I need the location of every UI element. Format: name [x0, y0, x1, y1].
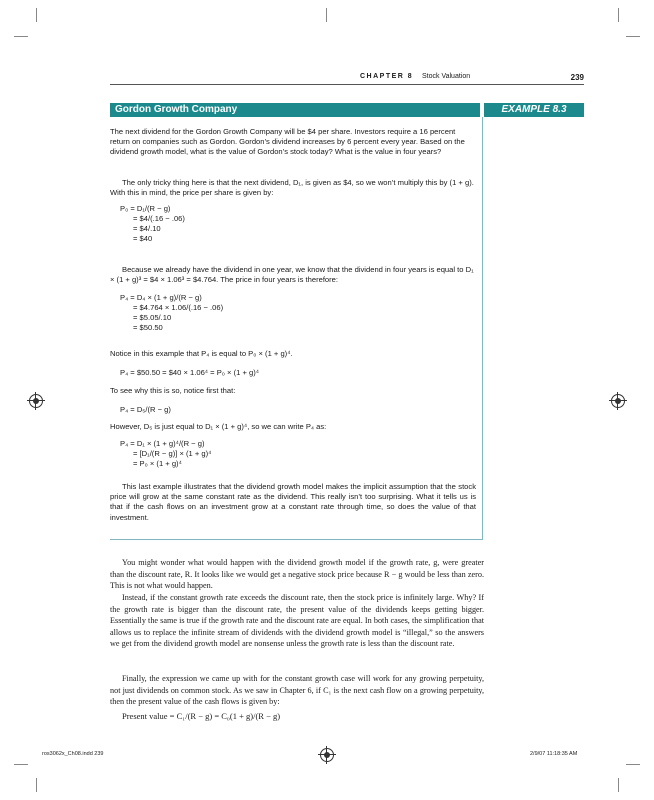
body-paragraph: Finally, the expression we came up with for the constant growth case will work for any growing perpetuity, not just dividends on common stock. As we saw in Chapter 6, if C₁ is the next cash flow on a growing perpetuity, then the present value of the cash flows is given by:	[110, 674, 484, 707]
crop-mark	[14, 36, 28, 37]
page-number: 239	[570, 73, 584, 82]
crop-mark	[326, 8, 327, 22]
equation-line: = [D₁/(R − g)] × (1 + g)⁴	[133, 449, 212, 458]
example-paragraph: To see why this is so, notice first that:	[110, 386, 236, 395]
equation-line: = $40	[133, 234, 153, 243]
equation-line: = $4.764 × 1.06/(.16 − .06)	[133, 303, 224, 312]
equation-line: P₀ = D₁/(R − g)	[120, 204, 171, 213]
equation-line: = $4/(.16 − .06)	[133, 214, 185, 223]
registration-mark-icon	[320, 748, 334, 762]
file-slug: ros3062x_Ch08.indd 239	[42, 751, 104, 757]
crop-mark	[618, 778, 619, 792]
crop-mark	[36, 778, 37, 792]
body-paragraph: You might wonder what would happen with the dividend growth model if the growth rate, g, were greater than the discount rate, R. It looks like we would get a negative stock price because R − g would be less than zero. This is not what would happen.	[110, 558, 484, 591]
timestamp-slug: 2/9/07 11:18:35 AM	[530, 751, 578, 757]
equation-line: = $5.05/.10	[133, 313, 172, 322]
crop-mark	[14, 764, 28, 765]
example-paragraph: However, D₅ is just equal to D₁ × (1 + g)⁴, so we can write P₄ as:	[110, 422, 327, 431]
crop-mark	[618, 8, 619, 22]
present-value-formula: Present value = C₁/(R − g) = C₀(1 + g)/(R − g)	[122, 711, 281, 721]
example-paragraph: This last example illustrates that the dividend growth model makes the implicit assumption that the stock price will grow at the same constant rate as the dividend. This really isn’t too surprising. What it tells us is that if the cash flows on an investment grow at a constant rate through time, so does the value of that investment.	[110, 482, 476, 522]
equation-line: = $4/.10	[133, 224, 161, 233]
example-title: Gordon Growth Company	[115, 104, 238, 115]
example-intro: The next dividend for the Gordon Growth Company will be $4 per share. Investors require a 16 percent return on companies such as Gordon. Gordon’s dividend increases by 6 percent every year. Based on the dividend growth model, what is the value of Gordon’s stock today? What is the value in four years?	[110, 127, 465, 157]
registration-mark-icon	[611, 394, 625, 408]
example-label: EXAMPLE 8.3	[484, 103, 584, 117]
crop-mark	[36, 8, 37, 22]
section-label: Stock Valuation	[422, 73, 471, 80]
crop-mark	[626, 36, 640, 37]
equation-line: P₄ = D₄ × (1 + g)/(R − g)	[120, 293, 202, 302]
equation-line: = $50.50	[133, 323, 163, 332]
chapter-label: CHAPTER 8	[360, 73, 414, 80]
crop-mark	[626, 764, 640, 765]
equation-line: P₄ = D₅/(R − g)	[120, 405, 171, 414]
example-paragraph: The only tricky thing here is that the next dividend, D₁, is given as $4, so we won’t multiply this by (1 + g). With this in mind, the price per share is given by:	[110, 178, 474, 198]
example-paragraph: Notice in this example that P₄ is equal to P₀ × (1 + g)⁴.	[110, 349, 293, 358]
equation-line: = P₀ × (1 + g)⁴	[133, 459, 182, 468]
equation-line: P₄ = $50.50 = $40 × 1.06⁴ = P₀ × (1 + g)⁴	[120, 368, 260, 377]
body-paragraph: Instead, if the constant growth rate exceeds the discount rate, then the stock price is infinitely large. Why? If the growth rate is bigger than the discount rate, the present value of the dividends keeps getting bigger. Essentially the same is true if the growth rate and the discount rate are equal. In both cases, the simplification that allows us to replace the infinite stream of dividends with the dividend growth model is “illegal,” so the answers we get from the dividend growth model are nonsense unless the growth rate is less than the discount rate.	[110, 593, 484, 649]
registration-mark-icon	[29, 394, 43, 408]
example-paragraph: Because we already have the dividend in one year, we know that the dividend in four years is equal to D₁ × (1 + g)³ = $4 × 1.06³ = $4.764. The price in four years is therefore:	[110, 265, 474, 285]
header-rule	[110, 84, 584, 85]
equation-line: P₄ = D₁ × (1 + g)⁴/(R − g)	[120, 439, 205, 448]
